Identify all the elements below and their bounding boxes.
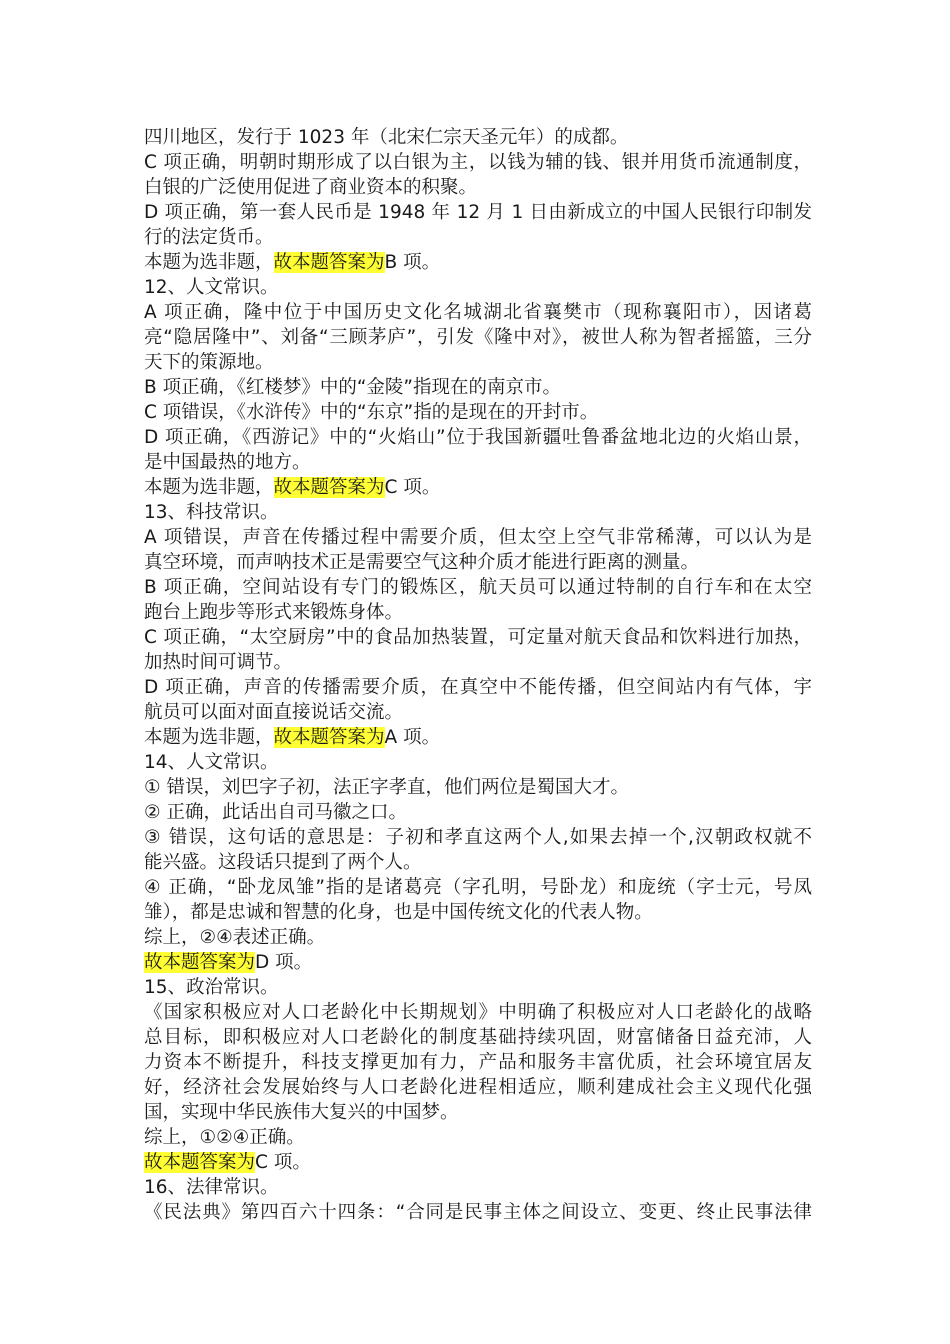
text-line: D 项正确，《西游记》中的“火焰山”位于我国新疆吐鲁番盆地北边的火焰山景， [144,427,812,448]
text-line: 综上，①②④正确。 [144,1127,305,1148]
text-line: 力资本不断提升，科技支撑更加有力，产品和服务丰富优质，社会环境宜居友 [144,1052,812,1073]
text-line: ① 错误，刘巴字子初，法正字孝直，他们两位是蜀国大才。 [144,777,629,798]
text-line: 13、科技常识。 [144,502,279,523]
answer-choice: D 项。 [255,952,313,973]
text-line: 亮“隐居隆中”、刘备“三顾茅庐”，引发《隆中对》，被世人称为智者摇篮，三分 [144,327,812,348]
text-line: 16、法律常识。 [144,1177,279,1198]
answer-choice: C 项。 [255,1152,311,1173]
text-line: C 项正确，“太空厨房”中的食品加热装置，可定量对航天食品和饮料进行加热， [144,627,812,648]
highlighted-answer-label: 故本题答案为 [273,477,385,498]
text-line: 综上，②④表述正确。 [144,927,326,948]
answer-line [144,950,812,975]
text-line: 能兴盛。这段话只提到了两个人。 [144,852,422,873]
text-line: 四川地区，发行于 1023 年（北宋仁宗天圣元年）的成都。 [144,127,629,148]
answer-line [144,725,812,750]
text-line: 行的法定货币。 [144,227,274,248]
text-line: 总目标，即积极应对人口老龄化的制度基础持续巩固，财富储备日益充沛，人 [144,1027,812,1048]
text-line: 14、人文常识。 [144,752,279,773]
text-line: 国，实现中华民族伟大复兴的中国梦。 [144,1102,459,1123]
text-line: ② 正确，此话出自司马徽之口。 [144,802,407,823]
answer-prefix: 本题为选非题， [144,727,274,748]
text-line: A 项正确，隆中位于中国历史文化名城湖北省襄樊市（现称襄阳市），因诸葛 [144,302,812,323]
text-line: B 项正确，空间站设有专门的锻炼区，航天员可以通过特制的自行车和在太空 [144,577,812,598]
highlighted-answer-label: 故本题答案为 [273,727,385,748]
text-line: 12、人文常识。 [144,277,279,298]
answer-line [144,475,812,500]
text-line: C 项正确，明朝时期形成了以白银为主，以钱为辅的钱、银并用货币流通制度， [144,152,812,173]
answer-prefix: 本题为选非题， [144,477,274,498]
text-line: 跑台上跑步等形式来锻炼身体。 [144,602,404,623]
highlighted-answer-label: 故本题答案为 [273,252,385,273]
answer-choice: A 项。 [384,727,441,748]
text-line: 白银的广泛使用促进了商业资本的积聚。 [144,177,478,198]
text-line: ③ 错误，这句话的意思是：子初和孝直这两个人,如果去掉一个,汉朝政权就不 [144,827,812,848]
answer-line [144,250,812,275]
highlighted-answer-label: 故本题答案为 [144,1152,256,1173]
text-line: 雏），都是忠诚和智慧的化身，也是中国传统文化的代表人物。 [144,902,653,923]
text-line: 15、政治常识。 [144,977,279,998]
highlighted-answer-label: 故本题答案为 [144,952,256,973]
text-line: 是中国最热的地方。 [144,452,311,473]
text-line: 真空环境，而声呐技术正是需要空气这种介质才能进行距离的测量。 [144,552,700,573]
text-line: ④ 正确，“卧龙凤雏”指的是诸葛亮（字孔明，号卧龙）和庞统（字士元，号凤 [144,877,812,898]
answer-line [144,1150,812,1175]
text-line: B 项正确，《红楼梦》中的“金陵”指现在的南京市。 [144,377,561,398]
text-line: 航员可以面对面直接说话交流。 [144,702,404,723]
answer-choice: B 项。 [384,252,441,273]
text-line: C 项错误，《水浒传》中的“东京”指的是现在的开封市。 [144,402,599,423]
text-line: 《民法典》第四百六十四条：“合同是民事主体之间设立、变更、终止民事法律 [144,1202,812,1223]
answer-choice: C 项。 [384,477,441,498]
text-line: D 项正确，声音的传播需要介质，在真空中不能传播，但空间站内有气体，宇 [144,677,812,698]
text-line: 《国家积极应对人口老龄化中长期规划》中明确了积极应对人口老龄化的战略 [144,1002,812,1023]
answer-prefix: 本题为选非题， [144,252,274,273]
text-line: 好，经济社会发展始终与人口老龄化进程相适应，顺利建成社会主义现代化强 [144,1077,812,1098]
text-line: 天下的策源地。 [144,352,274,373]
text-line: D 项正确，第一套人民币是 1948 年 12 月 1 日由新成立的中国人民银行印制发 [144,202,812,223]
text-line: A 项错误，声音在传播过程中需要介质，但太空上空气非常稀薄，可以认为是 [144,527,812,548]
document-body [144,125,812,1225]
text-line: 加热时间可调节。 [144,652,293,673]
